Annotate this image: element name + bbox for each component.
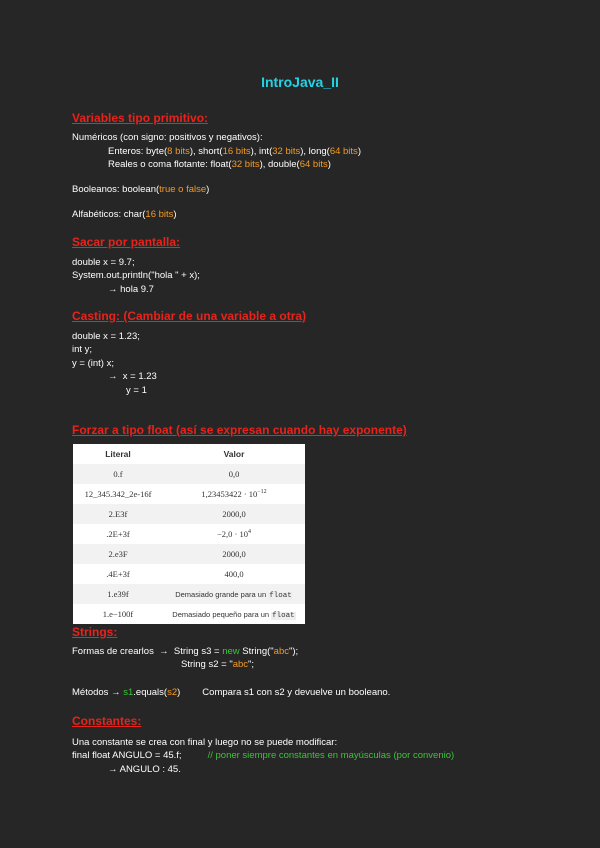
code-line: System.out.println("hola " + x); — [72, 270, 200, 281]
value-cell: 400,0 — [224, 569, 244, 579]
numericos-text: Numéricos (con signo: positivos y negativos): — [72, 132, 263, 143]
table-row — [73, 584, 305, 604]
table-row — [73, 464, 305, 484]
literal-cell: .4E+3f — [106, 569, 130, 579]
heading-primitivos: Variables tipo primitivo: — [72, 111, 209, 125]
output-line: → hola 9.7 — [108, 284, 154, 295]
strings-s2-line: String s2 = "abc"; — [181, 659, 255, 670]
literal-cell: 2.e3F — [73, 544, 163, 564]
column-header: Literal — [105, 449, 131, 459]
literal-cell: .2E+3f — [106, 529, 130, 539]
table-row — [73, 524, 305, 544]
literal-cell: 0.f — [73, 464, 163, 484]
table-row — [73, 544, 305, 564]
table-header-row — [73, 444, 305, 464]
output-line: y = 1 — [126, 385, 147, 396]
enteros-line: Enteros: byte(8 bits), short(16 bits), int(32 bits), long(64 bits) — [108, 146, 361, 157]
output-line: → x = 1.23 — [108, 371, 157, 382]
table-row — [73, 604, 305, 624]
heading-pantalla: Sacar por pantalla: — [72, 235, 181, 249]
constantes-code: final float ANGULO = 45.f; // poner siempre constantes en mayúsculas (por convenio) — [72, 750, 455, 761]
literal-cell: 1.e39f — [73, 584, 163, 604]
strings-formas-line: Formas de crearlos → String s3 = new String("abc"); — [72, 646, 299, 657]
literal-cell: 2.E3f — [73, 504, 163, 524]
heading-float: Forzar a tipo float (así se expresan cuando hay exponente) — [72, 423, 407, 437]
code-line: int y; — [72, 344, 93, 355]
heading-constantes: Constantes: — [72, 714, 142, 728]
literal-cell: 12_345.342_2e-16f — [84, 489, 152, 499]
literal-table — [73, 444, 305, 624]
reales-line: Reales o coma flotante: float(32 bits), double(64 bits) — [108, 159, 331, 170]
code-line: double x = 9.7; — [72, 257, 135, 268]
code-line: double x = 1.23; — [72, 331, 140, 342]
value-cell: 2000,0 — [163, 544, 305, 564]
value-cell: $1,23453422 \cdot 10^{-12}$ — [201, 489, 267, 499]
booleanos-line: Booleanos: boolean(true o false) — [72, 184, 210, 195]
value-cell: 2000,0 — [163, 504, 305, 524]
page-title: IntroJava_II — [261, 74, 339, 90]
output-line: → ANGULO : 45. — [108, 764, 181, 775]
value-cell: Demasiado pequeño para un float — [172, 609, 295, 620]
literal-cell: 1.e−100f — [102, 609, 134, 619]
column-header: Valor — [223, 449, 245, 459]
heading-strings: Strings: — [72, 625, 118, 639]
code-line: y = (int) x; — [72, 358, 114, 369]
metodos-line: Métodos → s1.equals(s2) Compara s1 con s2 y devuelve un booleano. — [72, 687, 391, 698]
constantes-desc: Una constante se crea con final y luego no se puede modificar: — [72, 737, 338, 748]
value-cell: Demasiado grande para un float — [163, 584, 305, 604]
table-row — [73, 484, 305, 504]
value-cell: $-2,0 \cdot 10^4$ — [217, 529, 251, 539]
alfabeticos-line: Alfabéticos: char(16 bits) — [72, 209, 177, 220]
table-row — [73, 504, 305, 524]
value-cell: 0,0 — [163, 464, 305, 484]
heading-casting: Casting: (Cambiar de una variable a otra) — [72, 309, 307, 323]
table-row — [73, 564, 305, 584]
